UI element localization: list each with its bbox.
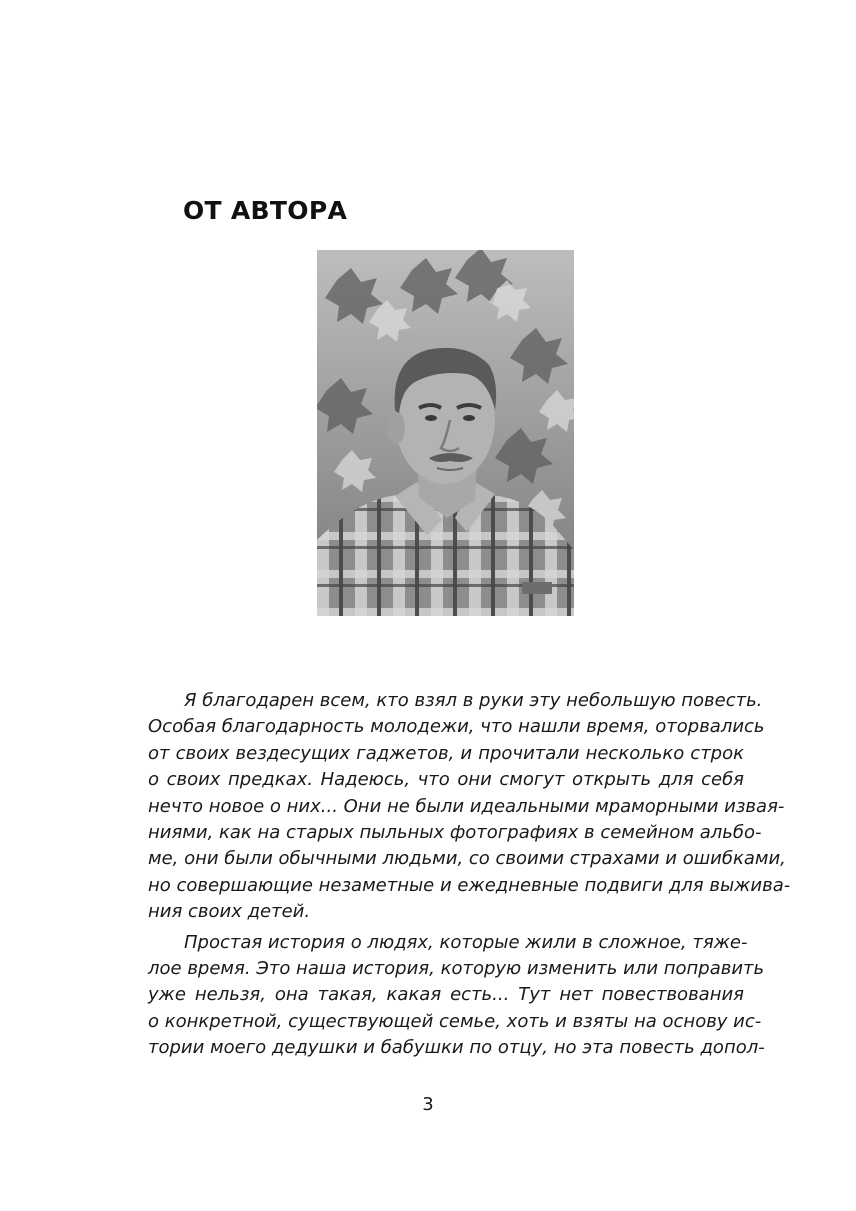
foreword-text bbox=[148, 688, 791, 1061]
text-line: о конкретной, существующей семье, хоть и взяты на основу ис- bbox=[148, 1010, 762, 1032]
page-title: ОТ АВТОРА bbox=[183, 196, 348, 225]
text-line: Особая благодарность молодежи, что нашли время, оторвались bbox=[148, 716, 765, 738]
text-line: тории моего дедушки и бабушки по отцу, но эта повесть допол- bbox=[148, 1037, 765, 1059]
paragraph-2 bbox=[148, 930, 765, 1062]
text-line: нечто новое о них... Они не были идеальными мраморными извая- bbox=[148, 795, 785, 817]
text-line: Я благодарен всем, кто взял в руки эту небольшую повесть. bbox=[184, 690, 763, 711]
text-line: ния своих детей. bbox=[148, 901, 311, 923]
author-portrait-photo bbox=[317, 250, 574, 616]
text-line: уже нельзя, она такая, какая есть... Тут нет повествования bbox=[148, 984, 744, 1006]
text-line: но совершающие незаметные и ежедневные подвиги для выжива- bbox=[148, 874, 791, 896]
text-line: ниями, как на старых пыльных фотографиях в семейном альбо- bbox=[148, 821, 762, 843]
text-line: о своих предках. Надеюсь, что они смогут открыть для себя bbox=[148, 769, 744, 791]
text-line: ме, они были обычными людьми, со своими страхами и ошибками, bbox=[148, 848, 786, 870]
page-number: 3 bbox=[422, 1094, 434, 1115]
paragraph-1 bbox=[148, 688, 791, 926]
text-line: Простая история о людях, которые жили в сложное, тяже- bbox=[184, 931, 748, 953]
text-line: от своих вездесущих гаджетов, и прочитали несколько строк bbox=[148, 742, 744, 764]
text-line: лое время. Это наша история, которую изменить или поправить bbox=[148, 957, 765, 979]
